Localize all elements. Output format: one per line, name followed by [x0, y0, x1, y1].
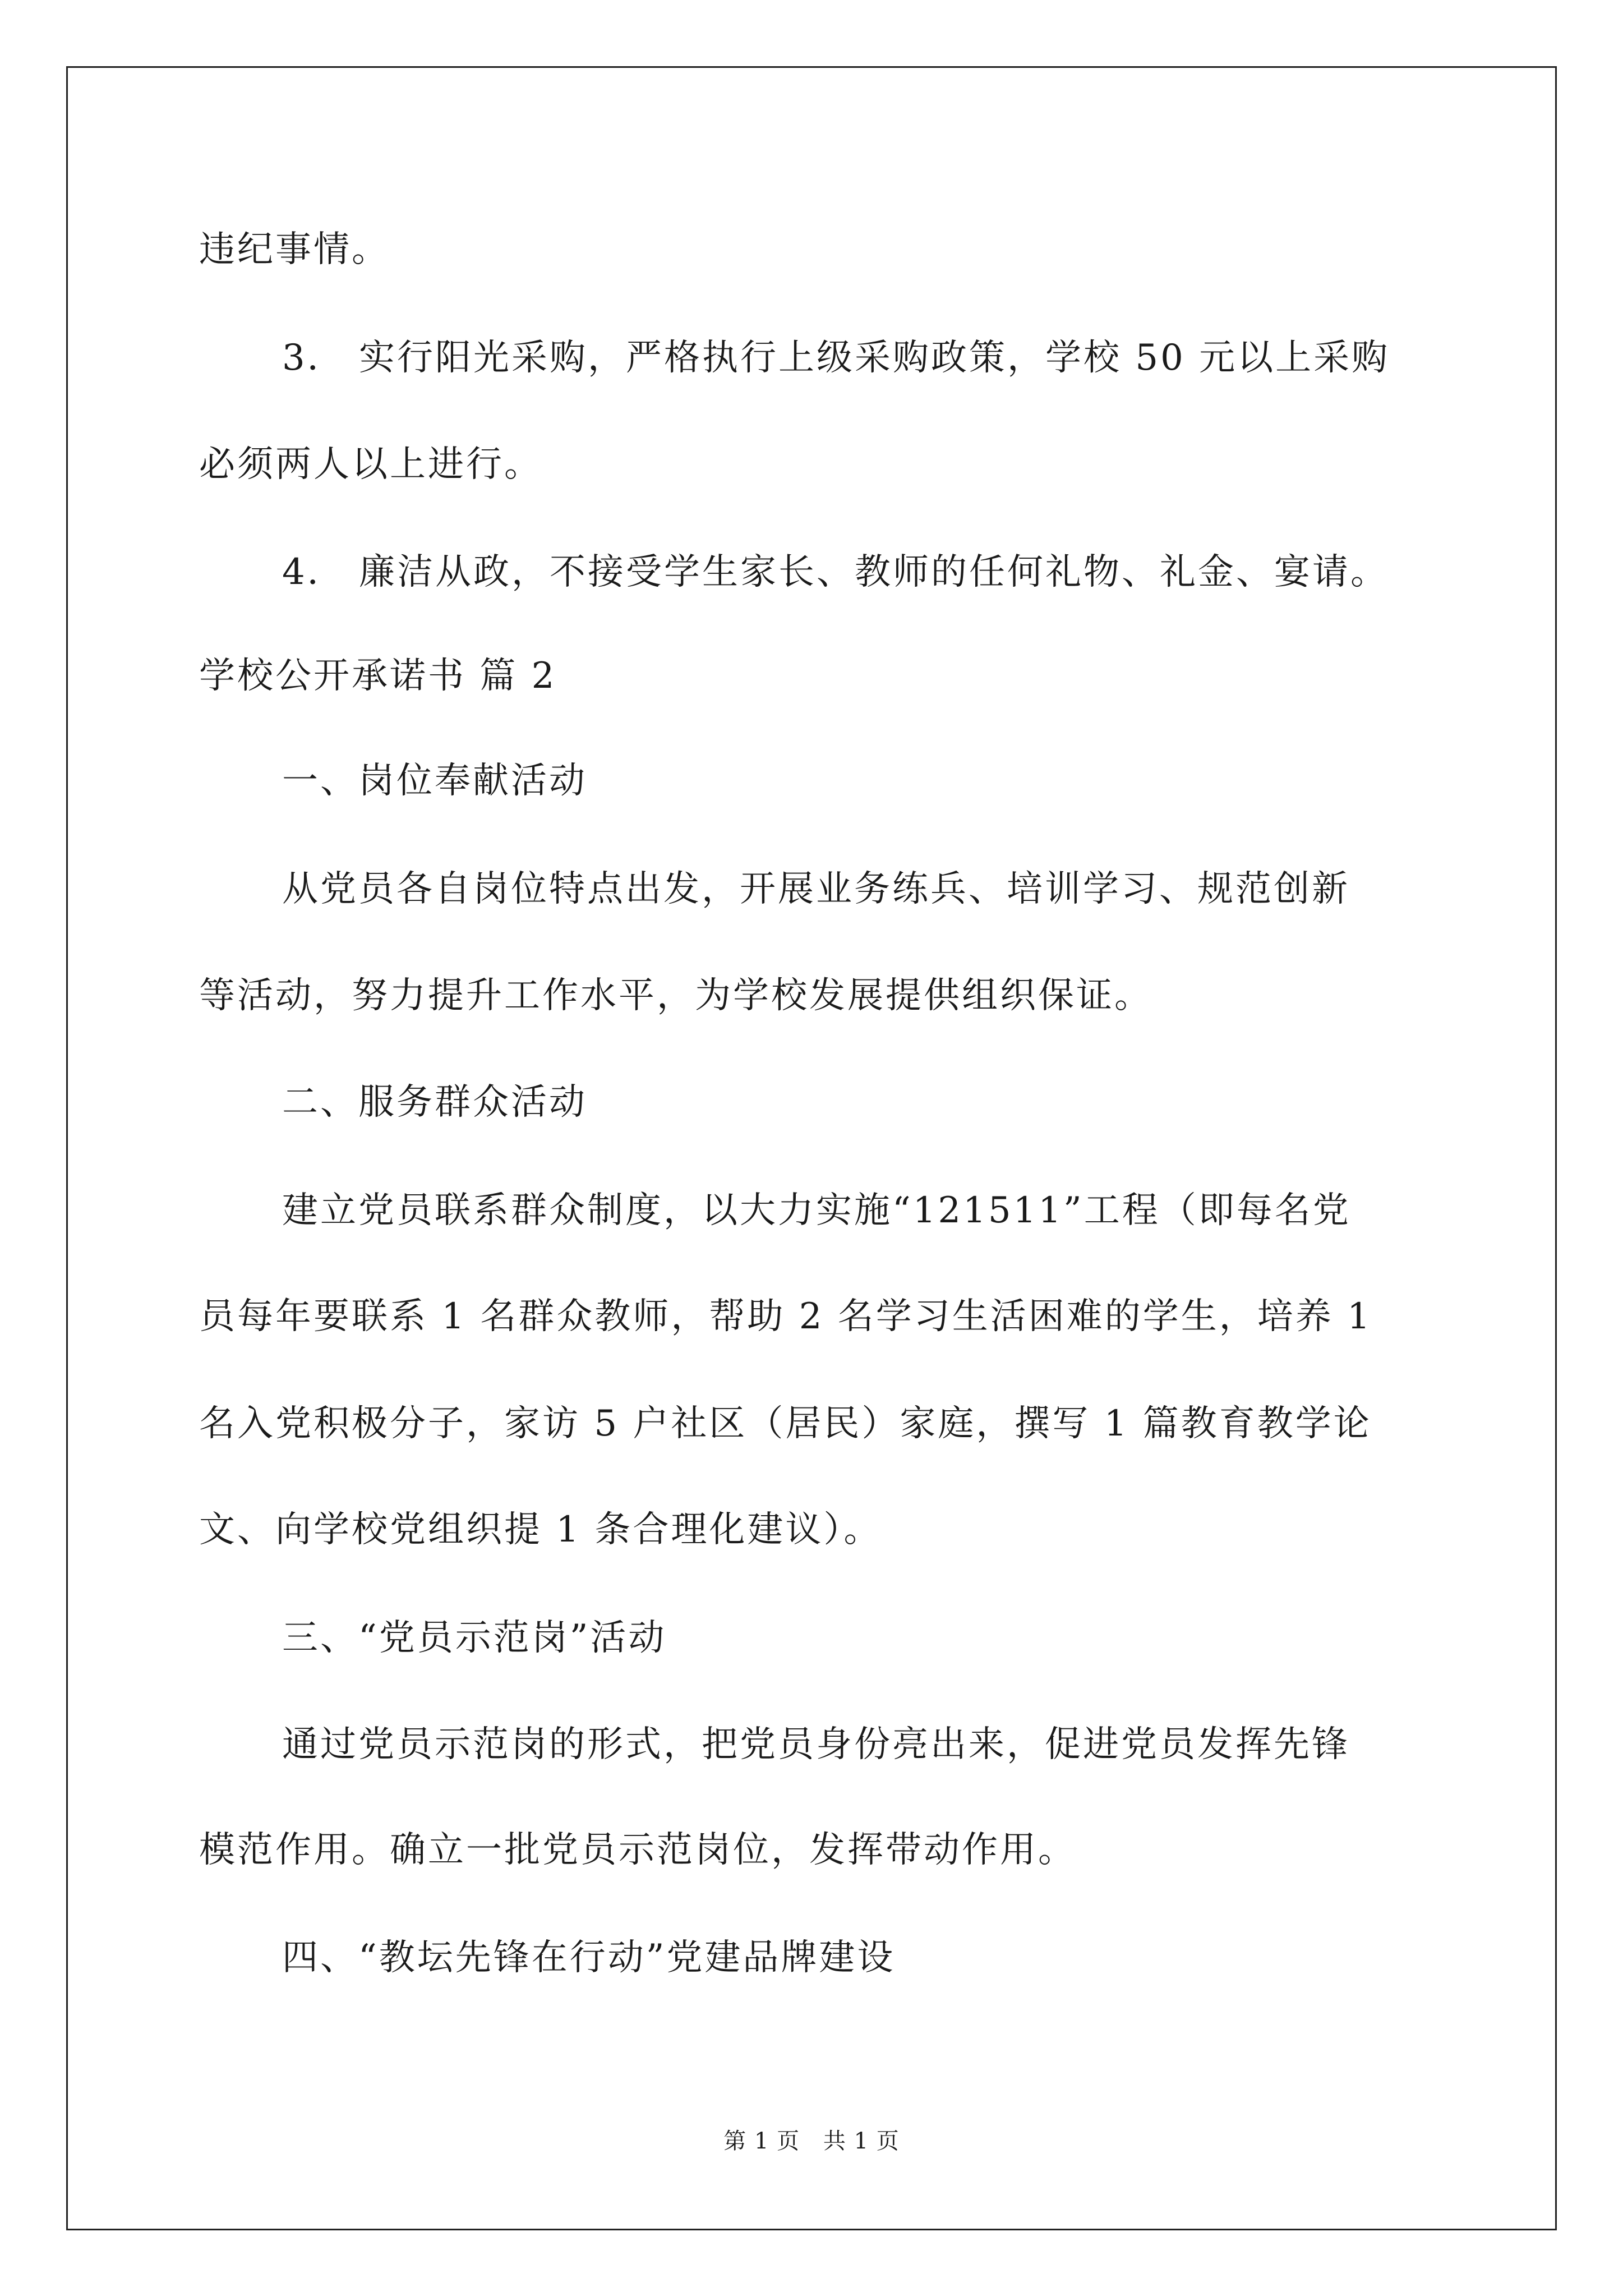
page-total: 共 1 页 [823, 2128, 900, 2154]
page-number: 第 1 页 [723, 2128, 800, 2154]
section-heading-3: 三、“党员示范岗”活动 [282, 1617, 667, 1659]
body-line: 名入党积极分子，家访 5 户社区（居民）家庭，撰写 1 篇教育教学论 [199, 1403, 1372, 1444]
list-item-3: 3． 实行阳光采购，严格执行上级采购政策，学校 50 元以上采购 [282, 337, 1390, 379]
body-line: 从党员各自岗位特点出发，开展业务练兵、培训学习、规范创新 [282, 868, 1350, 910]
body-line: 通过党员示范岗的形式，把党员身份亮出来，促进党员发挥先锋 [282, 1724, 1350, 1765]
body-line: 建立党员联系群众制度，以大力实施“121511”工程（即每名党 [282, 1190, 1351, 1231]
list-item-4: 4． 廉洁从政，不接受学生家长、教师的任何礼物、礼金、宴请。 [282, 551, 1389, 593]
body-line: 必须两人以上进行。 [199, 444, 542, 485]
body-line: 违纪事情。 [199, 229, 390, 270]
section-title: 学校公开承诺书 篇 2 [199, 655, 557, 697]
section-heading-4: 四、“教坛先锋在行动”党建品牌建设 [282, 1937, 896, 1978]
page-footer [0, 2127, 1623, 2155]
body-line: 模范作用。确立一批党员示范岗位，发挥带动作用。 [199, 1829, 1076, 1871]
section-heading-1: 一、岗位奉献活动 [282, 760, 587, 802]
body-line: 员每年要联系 1 名群众教师，帮助 2 名学习生活困难的学生，培养 1 [199, 1296, 1372, 1337]
page-border [66, 66, 1557, 2230]
body-line: 文、向学校党组织提 1 条合理化建议）。 [199, 1509, 882, 1550]
section-heading-2: 二、服务群众活动 [282, 1082, 587, 1123]
body-line: 等活动，努力提升工作水平，为学校发展提供组织保证。 [199, 975, 1152, 1016]
